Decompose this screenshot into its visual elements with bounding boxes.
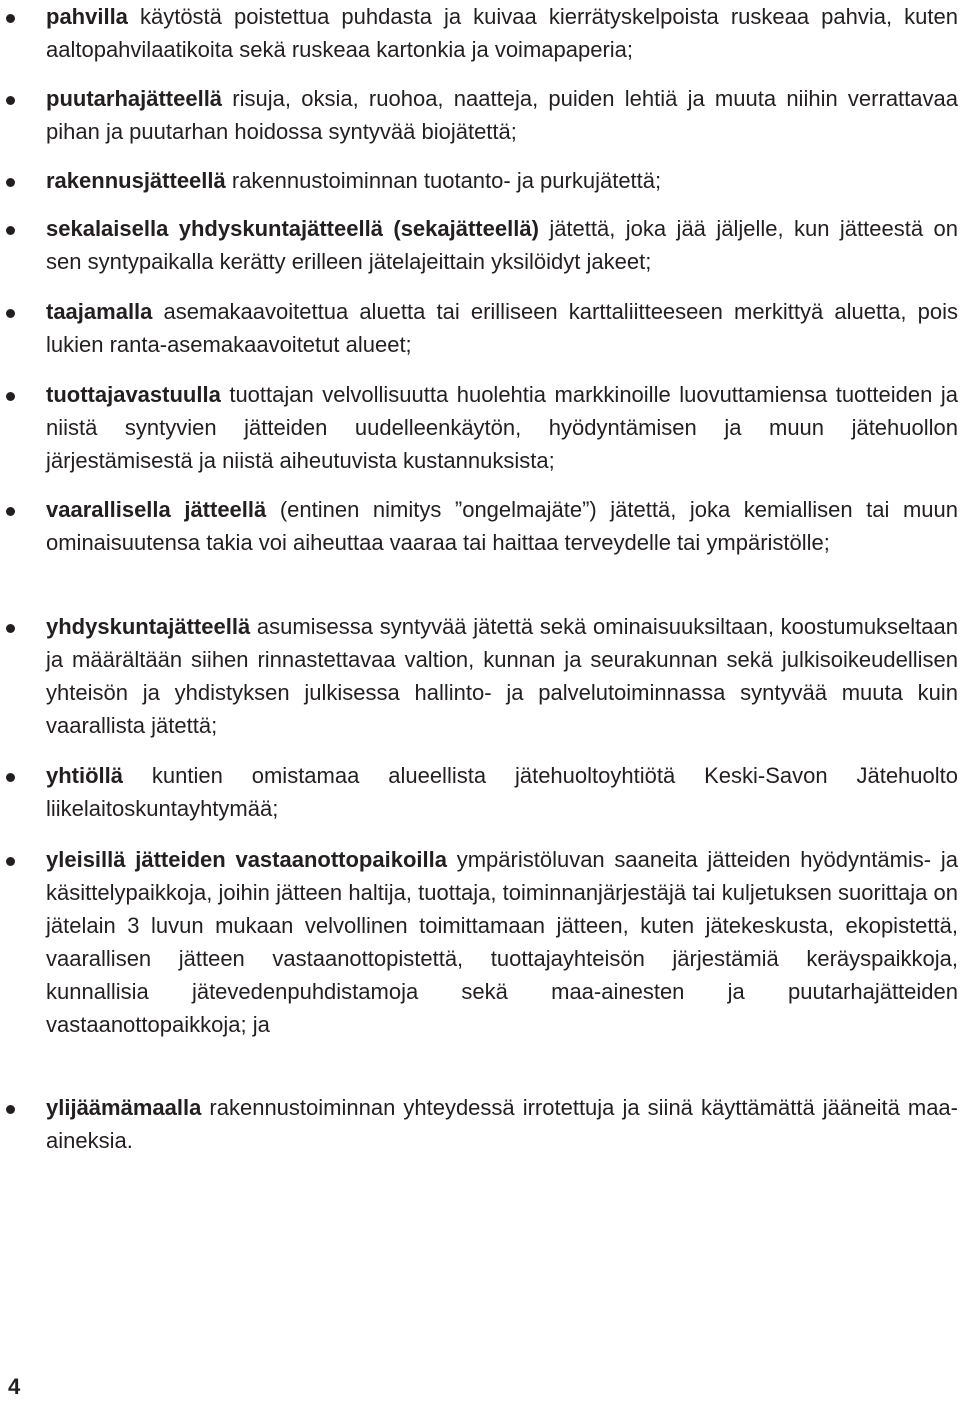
definition-text — [46, 82, 958, 148]
definition-text — [46, 164, 958, 197]
definition-term: rakennusjätteellä — [46, 168, 226, 193]
definition-term: ylijäämämaalla — [46, 1095, 202, 1120]
definition-term: sekalaisella yhdyskuntajätteellä (sekajätteellä) — [46, 216, 539, 241]
definition-term: pahvilla — [46, 4, 128, 29]
definition-term: puutarhajätteellä — [46, 86, 223, 111]
definition-text — [46, 759, 958, 825]
bullet-icon — [6, 857, 15, 866]
definition-text — [46, 378, 958, 477]
definition-body: jätettä, joka jää jäljelle, kun jätteestä on sen syntypaikalla kerätty erilleen jätelajeittain yksilöidyt jakeet; — [46, 216, 958, 274]
bullet-icon — [6, 507, 15, 516]
bullet-icon — [6, 773, 15, 782]
bullet-icon — [6, 178, 15, 187]
definition-text — [46, 843, 958, 1041]
definition-body: asumisessa syntyvää jätettä sekä ominaisuuksiltaan, koostumukseltaan ja määrältään siihen rinnastettavaa valtion, kunnan ja seurakunnan sekä julkisoikeudellisen yhteisön ja yhdistyksen julkisessa hallinto- ja palvelutoiminnassa syntyvää muuta kuin vaarallista jätettä; — [46, 614, 958, 738]
bullet-icon — [6, 96, 15, 105]
definition-text — [46, 212, 958, 278]
definition-body: rakennustoiminnan tuotanto- ja purkujätettä; — [225, 168, 662, 193]
definition-term: taajamalla — [46, 299, 153, 324]
definition-term: vaarallisella jätteellä — [46, 497, 267, 522]
definition-body: (entinen nimitys ”ongelmajäte”) jätettä, joka kemiallisen tai muun ominaisuutensa takia voi aiheuttaa vaaraa tai haittaa terveydelle tai ympäristölle; — [46, 497, 958, 555]
definition-term: yleisillä jätteiden vastaanottopaikoilla — [46, 847, 447, 872]
definition-body: tuottajan velvollisuutta huolehtia markkinoille luovuttamiensa tuotteiden ja niistä syntyvien jätteiden uudelleenkäytön, hyödyntämisen ja muun jätehuollon järjestämisestä ja niistä aiheutuvista kustannuksista; — [46, 382, 958, 473]
definition-text — [46, 1091, 958, 1157]
definition-text — [46, 493, 958, 559]
bullet-icon — [6, 14, 15, 23]
bullet-icon — [6, 226, 15, 235]
bullet-icon — [6, 624, 15, 633]
definition-body: asemakaavoitettua aluetta tai erilliseen karttaliitteeseen merkittyä aluetta, pois lukien ranta-asemakaavoitetut alueet; — [46, 299, 958, 357]
definition-text — [46, 0, 958, 66]
definition-term: tuottajavastuulla — [46, 382, 221, 407]
definition-text — [46, 610, 958, 742]
bullet-icon — [6, 1105, 15, 1114]
definition-term: yhdyskuntajätteellä — [46, 614, 251, 639]
bullet-icon — [6, 392, 15, 401]
definition-body: ympäristöluvan saaneita jätteiden hyödyntämis- ja käsittelypaikkoja, joihin jätteen haltija, tuottaja, toiminnanjärjestäjä tai kuljetuksen suorittaja on jätelain 3 luvun mukaan velvollinen toimittamaan jätteen, kuten jätekeskusta, ekopistettä, vaarallisen jätteen vastaanottopistettä, tuottajayhteisön järjestämiä keräyspaikkoja, kunnallisia jätevedenpuhdistamoja sekä maa-ainesten ja puutarhajätteiden vastaanottopaikkoja; ja — [46, 847, 958, 1037]
definition-body: risuja, oksia, ruohoa, naatteja, puiden lehtiä ja muuta niihin verrattavaa pihan ja puutarhan hoidossa syntyvää biojätettä; — [46, 86, 958, 144]
definition-body: rakennustoiminnan yhteydessä irrotettuja ja siinä käyttämättä jääneitä maa-aineksia. — [46, 1095, 958, 1153]
page-number: 4 — [8, 1374, 21, 1399]
bullet-icon — [6, 309, 15, 318]
definition-term: yhtiöllä — [46, 763, 124, 788]
definition-text — [46, 295, 958, 361]
definition-body: kuntien omistamaa alueellista jätehuoltoyhtiötä Keski-Savon Jätehuolto liikelaitoskuntayhtymää; — [46, 763, 958, 821]
definition-body: käytöstä poistettua puhdasta ja kuivaa kierrätyskelpoista ruskeaa pahvia, kuten aaltopahvilaatikoita sekä ruskeaa kartonkia ja voimapaperia; — [46, 4, 958, 62]
